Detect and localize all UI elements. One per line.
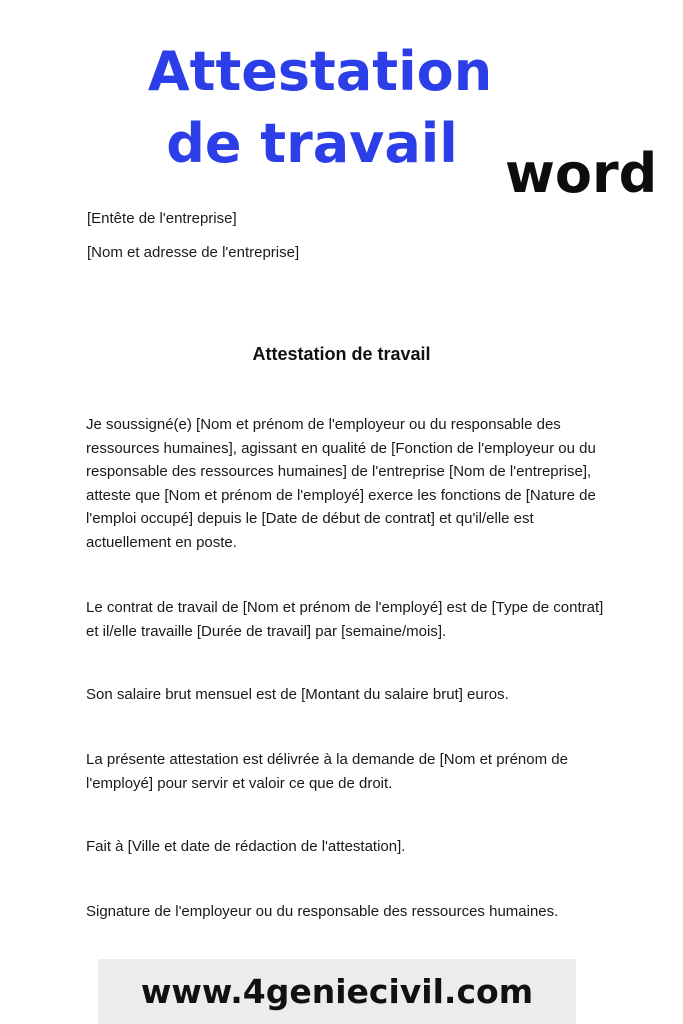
website-url[interactable]: www.4geniecivil.com [140,972,534,1011]
paragraph-salary: Son salaire brut mensuel est de [Montant du salaire brut] euros. [86,686,509,703]
banner-title-line1: Attestation [147,40,493,103]
word-label: word [505,142,658,205]
footer-banner [98,959,576,1024]
paragraph-declaration: Je soussigné(e) [Nom et prénom de l'employeur ou du responsable des ressources humaines], agissant en qualité de [Fonction de l'employeur ou du responsable des ressources humaines] de l'entreprise [Nom de l'entreprise], atteste que [Nom et prénom de l'employé] exerce les fonctions de [Nature de l'emploi occupé] depuis le [Date de début de contrat] et qu'il/elle est actuellement en poste. [86,416,596,551]
paragraph-purpose: La présente attestation est délivrée à la demande de [Nom et prénom de l'employé] pour servir et valoir ce que de droit. [86,751,568,792]
document-title: Attestation de travail [252,344,431,364]
banner-title-line2: de travail [166,112,458,175]
paragraph-place-date: Fait à [Ville et date de rédaction de l'attestation]. [86,838,406,855]
company-address: [Nom et adresse de l'entreprise] [87,244,300,261]
paragraph-contract: Le contrat de travail de [Nom et prénom de l'employé] est de [Type de contrat] et il/elle travaille [Durée de travail] par [semaine/mois]. [86,599,604,640]
paragraph-signature: Signature de l'employeur ou du responsable des ressources humaines. [86,903,559,920]
company-header: [Entête de l'entreprise] [87,210,237,227]
